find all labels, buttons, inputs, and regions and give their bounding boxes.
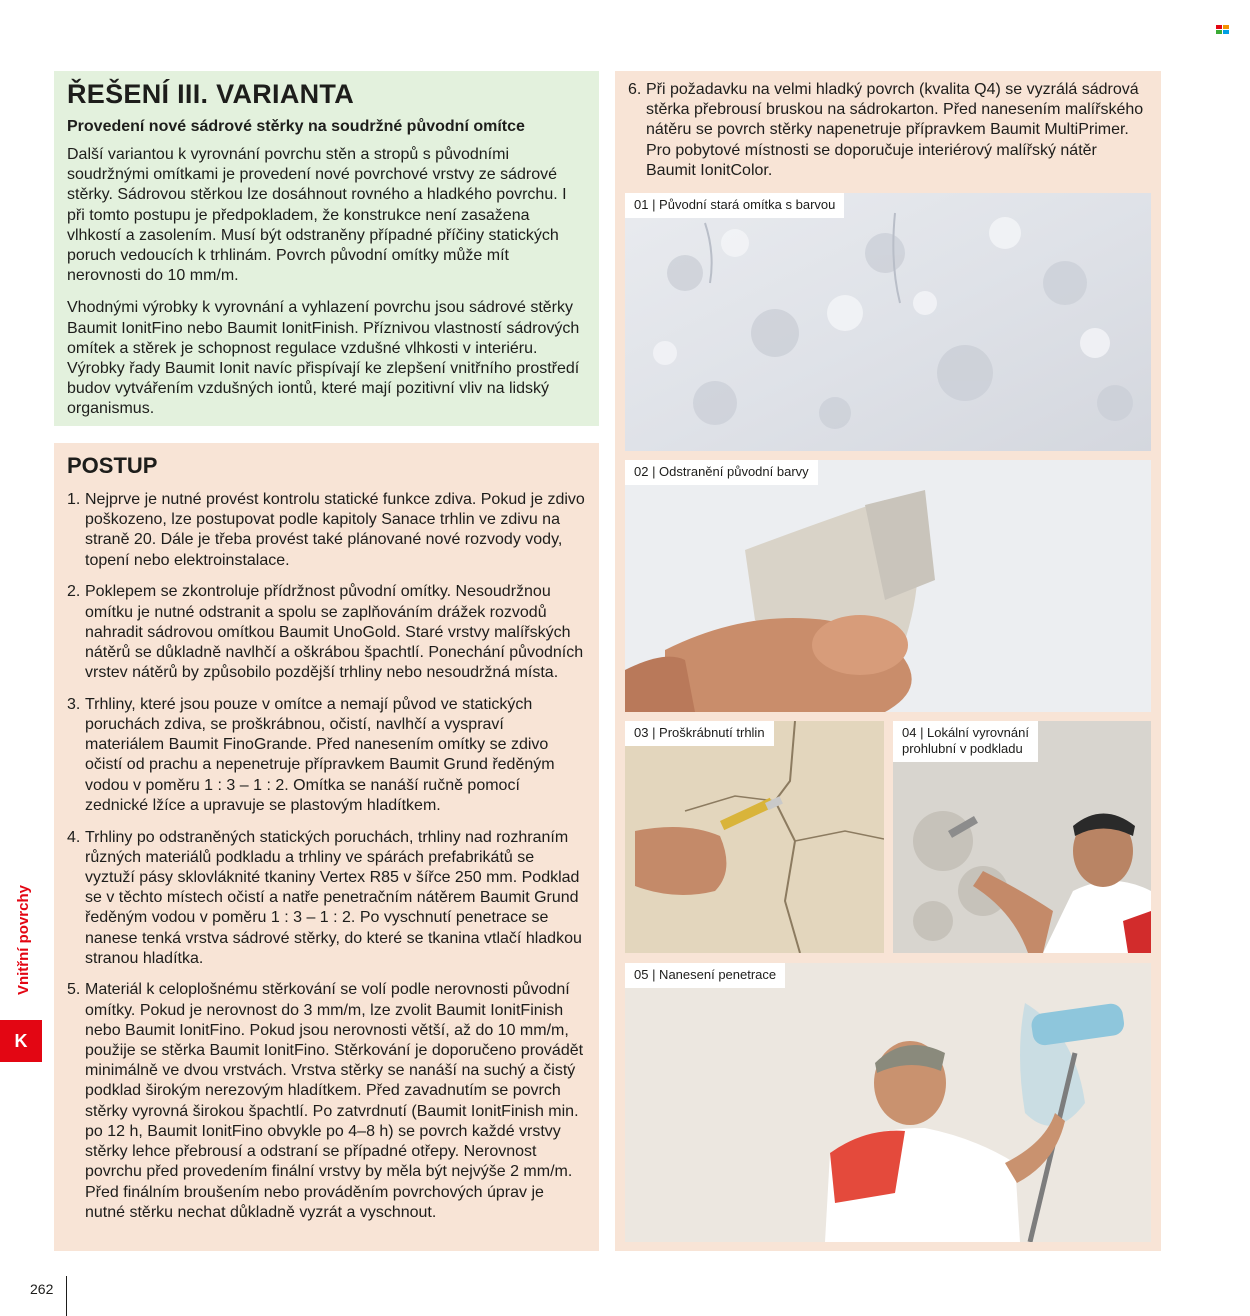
photo-primer-application	[625, 963, 1151, 1242]
solution-title: ŘEŠENÍ III. VARIANTA	[67, 79, 355, 109]
photo-crack-scraping	[625, 721, 884, 953]
page-divider	[66, 1276, 67, 1316]
solution-subtitle: Provedení nové sádrové stěrky na soudržné původní omítce	[67, 118, 525, 135]
photo-old-plaster	[625, 193, 1151, 451]
caption-line: prohlubní v podkladu	[902, 741, 1023, 756]
step-number: 1.	[67, 491, 81, 508]
procedure-step-6	[628, 80, 1147, 181]
procedure-steps	[67, 490, 585, 1223]
step-text: Poklepem se zkontroluje přídržnost původní omítky. Nesoudržnou omítku je nutné odstranit a spolu se zaplňováním drážek rozvodů nahradit sádrovou omítkou Baumit UnoGold. Staré vrstvy malířských nátěrů se důkladně navlhčí a oškrábou špachtlí. Ponechání původních vrstev nátěrů by způsobilo pozdější trhliny nebo nesoudržná místa.	[85, 583, 584, 682]
step-number: 6.	[628, 81, 642, 98]
old-plaster-image	[625, 193, 1151, 451]
photo-caption	[893, 721, 1038, 762]
procedure-step	[67, 490, 585, 571]
solution-paragraph-1: Další variantou k vyrovnání povrchu stěn a stropů s původními soudržnými omítkami je provedení nové povrchové vrstvy ze sádrové stěrky. Sádrovou stěrkou lze dosáhnout rovného a hladkého povrchu. I při tomto postupu je předpokladem, že konstrukce není zasažena vlhkostí a zasolením. Musí být odstraněny případné příčiny statických poruch vedoucích k trhlinám. Povrch původní omítky může mít nerovnosti do 10 mm/m.	[67, 146, 567, 285]
solution-panel	[54, 71, 599, 426]
caption-line: 04 | Lokální vyrovnání	[902, 725, 1029, 740]
procedure-step	[67, 582, 585, 683]
procedure-step	[67, 980, 585, 1222]
section-label-text: Vnitřní povrchy	[14, 884, 32, 996]
primer-application-image	[625, 963, 1151, 1242]
page-number: 262	[30, 1281, 54, 1297]
step-number: 4.	[67, 828, 81, 846]
section-label	[5, 880, 41, 1000]
solution-paragraph-2: Vhodnými výrobky k vyrovnání a vyhlazení povrchu jsou sádrové stěrky Baumit IonitFino nebo Baumit IonitFinish. Příznivou vlastností sádrových omítek a stěrek je schopnost regulace vzdušné vlhkosti v interiéru. Výrobky řady Baumit Ionit navíc přispívají ke zlepšení vnitřního prostředí budov vytvářením vzdušných iontů, které mají pozitivní vliv na lidský organismus.	[67, 299, 580, 418]
photo-caption: 05 | Nanesení penetrace	[625, 963, 785, 988]
procedure-panel	[54, 443, 599, 1251]
step-text: Nejprve je nutné provést kontrolu statické funkce zdiva. Pokud je zdivo poškozeno, lze postupovat podle kapitoly Sanace trhlin ve zdivu na straně 20. Dále je třeba provést také plánované nové rozvody vody, topení nebo elektroinstalace.	[85, 491, 585, 569]
photo-paint-removal	[625, 460, 1151, 712]
photo-caption: 02 | Odstranění původní barvy	[625, 460, 818, 485]
step-text: Při požadavku na velmi hladký povrch (kvalita Q4) se vyzrálá sádrová stěrka přebrousí bruskou na sádrokarton. Před nanesením malířského nátěru se povrch stěrky napenetruje přípravkem Baumit MultiPrimer. Pro pobytové místnosti se doporučuje interiérový malířský nátěr Baumit IonitColor.	[646, 81, 1144, 179]
procedure-step	[67, 828, 585, 969]
photo-caption: 01 | Původní stará omítka s barvou	[625, 193, 844, 218]
step-number: 3.	[67, 695, 81, 713]
step-number: 2.	[67, 583, 81, 601]
photo-caption: 03 | Proškrábnutí trhlin	[625, 721, 774, 746]
step-number: 5.	[67, 981, 81, 999]
paint-removal-image	[625, 460, 1151, 712]
procedure-title: POSTUP	[67, 453, 158, 478]
corner-logo-icon	[1216, 25, 1230, 35]
crack-scraping-image	[625, 721, 884, 953]
section-letter-badge: K	[0, 1020, 42, 1062]
procedure-step	[67, 695, 585, 816]
photo-local-levelling	[893, 721, 1151, 953]
step-text: Trhliny, které jsou pouze v omítce a nemají původ ve statických poruchách zdiva, se proškrábnou, očistí, navlhčí a vyspraví materiálem Baumit FinoGrande. Před nanesením omítky se zdivo očistí od prachu a nepenetruje přípravkem Baumit Grund ředěným vodou v poměru 1 : 3 – 1 : 2. Omítka se nanáší ručně pomocí zednické lžíce a upravuje se plastovým hladítkem.	[85, 695, 555, 814]
step-text: Trhliny po odstraněných statických poruchách, trhliny nad rozhraním různých materiálů podkladu a trhliny ve spárách prefabrikátů se vyztuží pásy sklovláknité tkaniny Vertex R85 v šířce 250 mm. Podklad se v těchto místech očistí a natře penetračním nátěrem Baumit Grund ředěným vodou v poměru 1 : 3 – 1 : 2. Po vyschnutí penetrace se nanese tenká vrstva sádrové stěrky, do které se tkanina vtlačí hladkou stranou hladítka.	[85, 828, 582, 967]
step-text: Materiál k celoplošnému stěrkování se volí podle nerovnosti původní omítky. Pokud je nerovnost do 3 mm/m, lze zvolit Baumit IonitFinish nebo Baumit IonitFino. Pokud jsou nerovnosti větší, až do 10 mm/m, použije se stěrka Baumit IonitFino. Stěrkování je doporučeno provádět minimálně ve dvou vrstvách. Vrstva stěrky se nanáší na suchý a čistý podklad širokým nerezovým hladítkem. Před zavadnutím se povrch stěrky vyrovná širokou špachtlí. Po zatvrdnutí (Baumit IonitFinish min. po 12 h, Baumit IonitFino obvykle po 4–8 h) se povrch každé vrstvy stěrky lehce přebrousí a odstraní se případné otřepy. Nerovnost povrchu před provedením finální vrstvy by měla být nejvýše 2 mm/m. Před finálním broušením nebo prováděním povrchových úprav je nutné stěrku nechat důkladně vyzrát a vyschnout.	[85, 981, 584, 1221]
